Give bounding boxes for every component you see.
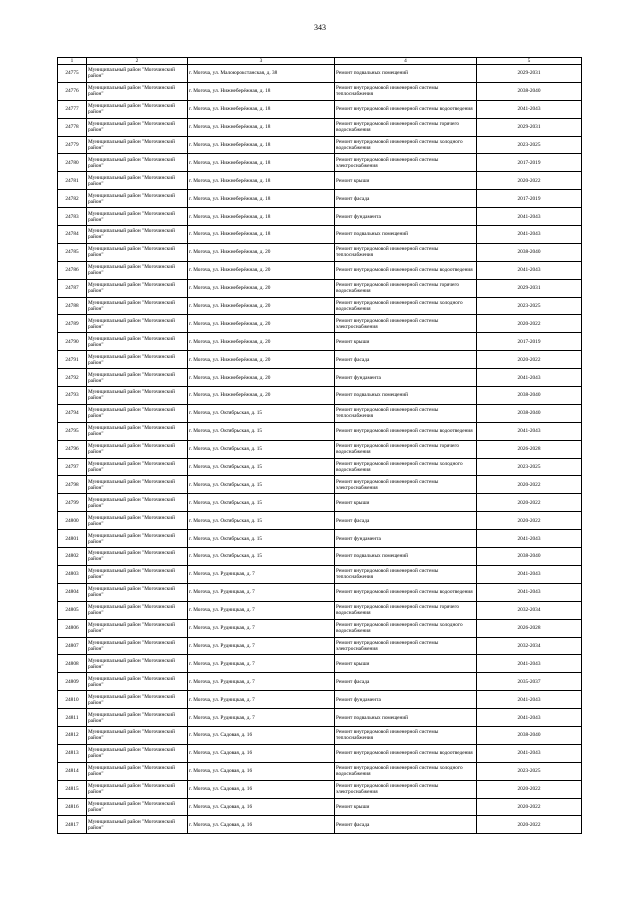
- district-cell: Муниципальный район "Могочинский район": [87, 118, 188, 136]
- table-row: [58, 440, 582, 458]
- work-type-cell: Ремонт внутридомовой инженерной системы водоотведения: [335, 744, 477, 762]
- district-cell: Муниципальный район "Могочинский район": [87, 387, 188, 405]
- work-type-cell: Ремонт фасада: [335, 512, 477, 530]
- address-cell: г. Могоча, ул. Октябрьская, д. 15: [188, 440, 335, 458]
- row-number-cell: 24799: [58, 494, 87, 512]
- district-cell: Муниципальный район "Могочинский район": [87, 172, 188, 190]
- row-number-cell: 24777: [58, 100, 87, 118]
- district-cell: Муниципальный район "Могочинский район": [87, 691, 188, 709]
- district-cell: Муниципальный район "Могочинский район": [87, 297, 188, 315]
- district-cell: Муниципальный район "Могочинский район": [87, 136, 188, 154]
- work-type-cell: Ремонт внутридомовой инженерной системы электроснабжения: [335, 154, 477, 172]
- table-row: [58, 82, 582, 100]
- district-cell: Муниципальный район "Могочинский район": [87, 458, 188, 476]
- work-type-cell: Ремонт фасада: [335, 351, 477, 369]
- work-type-cell: Ремонт внутридомовой инженерной системы горячего водоснабжения: [335, 118, 477, 136]
- row-number-cell: 24813: [58, 744, 87, 762]
- column-number: 1: [58, 58, 87, 65]
- table-row: [58, 494, 582, 512]
- work-type-cell: Ремонт фасада: [335, 673, 477, 691]
- row-number-cell: 24807: [58, 637, 87, 655]
- address-cell: г. Могоча, ул. Рудницкая, д. 7: [188, 691, 335, 709]
- district-cell: Муниципальный район "Могочинский район": [87, 709, 188, 727]
- period-cell: 2020-2022: [477, 172, 582, 190]
- row-number-cell: 24779: [58, 136, 87, 154]
- row-number-cell: 24809: [58, 673, 87, 691]
- work-type-cell: Ремонт внутридомовой инженерной системы электроснабжения: [335, 315, 477, 333]
- table-row: [58, 458, 582, 476]
- period-cell: 2020-2022: [477, 315, 582, 333]
- address-cell: г. Могоча, ул. Рудницкая, д. 7: [188, 673, 335, 691]
- address-cell: г. Могоча, ул. Малоюрокстанская, д. 38: [188, 65, 335, 83]
- table-row: [58, 243, 582, 261]
- period-cell: 2023-2025: [477, 458, 582, 476]
- work-type-cell: Ремонт подвальных помещений: [335, 387, 477, 405]
- district-cell: Муниципальный район "Могочинский район": [87, 404, 188, 422]
- period-cell: 2041-2043: [477, 422, 582, 440]
- table-row: [58, 136, 582, 154]
- district-cell: Муниципальный район "Могочинский район": [87, 422, 188, 440]
- district-cell: Муниципальный район "Могочинский район": [87, 261, 188, 279]
- table-row: [58, 100, 582, 118]
- period-cell: 2020-2022: [477, 798, 582, 816]
- table-row: [58, 351, 582, 369]
- address-cell: г. Могоча, ул. Нижнеберёжная, д. 20: [188, 387, 335, 405]
- work-type-cell: Ремонт внутридомовой инженерной системы водоотведения: [335, 261, 477, 279]
- work-type-cell: Ремонт фасада: [335, 816, 477, 834]
- address-cell: г. Могоча, ул. Нижнеберёжная, д. 18: [188, 190, 335, 208]
- row-number-cell: 24793: [58, 387, 87, 405]
- district-cell: Муниципальный район "Могочинский район": [87, 100, 188, 118]
- period-cell: 2017-2019: [477, 154, 582, 172]
- work-type-cell: Ремонт внутридомовой инженерной системы водоотведения: [335, 583, 477, 601]
- table-row: [58, 422, 582, 440]
- period-cell: 2023-2025: [477, 762, 582, 780]
- table-row: [58, 261, 582, 279]
- table-row: [58, 726, 582, 744]
- address-cell: г. Могоча, ул. Октябрьская, д. 15: [188, 548, 335, 566]
- table-row: [58, 369, 582, 387]
- address-cell: г. Могоча, ул. Октябрьская, д. 15: [188, 494, 335, 512]
- row-number-cell: 24798: [58, 476, 87, 494]
- period-cell: 2041-2043: [477, 583, 582, 601]
- address-cell: г. Могоча, ул. Садовая, д. 16: [188, 726, 335, 744]
- district-cell: Муниципальный район "Могочинский район": [87, 208, 188, 226]
- district-cell: Муниципальный район "Могочинский район": [87, 780, 188, 798]
- period-cell: 2029-2031: [477, 279, 582, 297]
- address-cell: г. Могоча, ул. Нижнеберёжная, д. 18: [188, 82, 335, 100]
- district-cell: Муниципальный район "Могочинский район": [87, 190, 188, 208]
- district-cell: Муниципальный район "Могочинский район": [87, 601, 188, 619]
- row-number-cell: 24782: [58, 190, 87, 208]
- work-type-cell: Ремонт внутридомовой инженерной системы теплоснабжения: [335, 404, 477, 422]
- district-cell: Муниципальный район "Могочинский район": [87, 243, 188, 261]
- address-cell: г. Могоча, ул. Рудницкая, д. 7: [188, 565, 335, 583]
- work-type-cell: Ремонт фундамента: [335, 369, 477, 387]
- address-cell: г. Могоча, ул. Нижнеберёжная, д. 18: [188, 154, 335, 172]
- work-type-cell: Ремонт фундамента: [335, 691, 477, 709]
- district-cell: Муниципальный район "Могочинский район": [87, 369, 188, 387]
- column-number: 4: [335, 58, 477, 65]
- row-number-cell: 24814: [58, 762, 87, 780]
- table-row: [58, 118, 582, 136]
- district-cell: Муниципальный район "Могочинский район": [87, 154, 188, 172]
- table-row: [58, 333, 582, 351]
- row-number-cell: 24791: [58, 351, 87, 369]
- address-cell: г. Могоча, ул. Нижнеберёжная, д. 20: [188, 279, 335, 297]
- address-cell: г. Могоча, ул. Октябрьская, д. 15: [188, 530, 335, 548]
- period-cell: 2041-2043: [477, 709, 582, 727]
- district-cell: Муниципальный район "Могочинский район": [87, 315, 188, 333]
- row-number-cell: 24801: [58, 530, 87, 548]
- work-type-cell: Ремонт подвальных помещений: [335, 65, 477, 83]
- row-number-cell: 24800: [58, 512, 87, 530]
- table-row: [58, 691, 582, 709]
- work-type-cell: Ремонт внутридомовой инженерной системы холодного водоснабжения: [335, 762, 477, 780]
- row-number-cell: 24802: [58, 548, 87, 566]
- table-row: [58, 297, 582, 315]
- period-cell: 2032-2034: [477, 601, 582, 619]
- district-cell: Муниципальный район "Могочинский район": [87, 333, 188, 351]
- district-cell: Муниципальный район "Могочинский район": [87, 226, 188, 244]
- table-row: [58, 655, 582, 673]
- address-cell: г. Могоча, ул. Нижнеберёжная, д. 18: [188, 100, 335, 118]
- period-cell: 2038-2040: [477, 387, 582, 405]
- table-row: [58, 583, 582, 601]
- district-cell: Муниципальный район "Могочинский район": [87, 351, 188, 369]
- row-number-cell: 24783: [58, 208, 87, 226]
- work-type-cell: Ремонт крыши: [335, 494, 477, 512]
- work-type-cell: Ремонт крыши: [335, 172, 477, 190]
- address-cell: г. Могоча, ул. Садовая, д. 16: [188, 744, 335, 762]
- work-type-cell: Ремонт внутридомовой инженерной системы холодного водоснабжения: [335, 297, 477, 315]
- page-number: 343: [314, 23, 326, 32]
- table-row: [58, 154, 582, 172]
- period-cell: 2041-2043: [477, 530, 582, 548]
- address-cell: г. Могоча, ул. Октябрьская, д. 15: [188, 422, 335, 440]
- row-number-cell: 24778: [58, 118, 87, 136]
- work-type-cell: Ремонт крыши: [335, 655, 477, 673]
- table-row: [58, 816, 582, 834]
- period-cell: 2038-2040: [477, 243, 582, 261]
- address-cell: г. Могоча, ул. Нижнеберёжная, д. 18: [188, 136, 335, 154]
- work-type-cell: Ремонт крыши: [335, 798, 477, 816]
- column-number: 5: [477, 58, 582, 65]
- work-type-cell: Ремонт фундамента: [335, 530, 477, 548]
- table-row: [58, 762, 582, 780]
- district-cell: Муниципальный район "Могочинский район": [87, 816, 188, 834]
- district-cell: Муниципальный район "Могочинский район": [87, 476, 188, 494]
- row-number-cell: 24780: [58, 154, 87, 172]
- district-cell: Муниципальный район "Могочинский район": [87, 565, 188, 583]
- row-number-cell: 24803: [58, 565, 87, 583]
- address-cell: г. Могоча, ул. Нижнеберёжная, д. 18: [188, 208, 335, 226]
- period-cell: 2041-2043: [477, 226, 582, 244]
- address-cell: г. Могоча, ул. Нижнеберёжная, д. 20: [188, 351, 335, 369]
- district-cell: Муниципальный район "Могочинский район": [87, 512, 188, 530]
- table-row: [58, 65, 582, 83]
- work-type-cell: Ремонт внутридомовой инженерной системы холодного водоснабжения: [335, 619, 477, 637]
- district-cell: Муниципальный район "Могочинский район": [87, 82, 188, 100]
- table-row: [58, 709, 582, 727]
- address-cell: г. Могоча, ул. Рудницкая, д. 7: [188, 583, 335, 601]
- address-cell: г. Могоча, ул. Рудницкая, д. 7: [188, 709, 335, 727]
- address-cell: г. Могоча, ул. Рудницкая, д. 7: [188, 637, 335, 655]
- address-cell: г. Могоча, ул. Рудницкая, д. 7: [188, 655, 335, 673]
- period-cell: 2020-2022: [477, 816, 582, 834]
- district-cell: Муниципальный район "Могочинский район": [87, 530, 188, 548]
- table-row: [58, 387, 582, 405]
- period-cell: 2020-2022: [477, 351, 582, 369]
- period-cell: 2023-2025: [477, 136, 582, 154]
- register-table-body: [58, 58, 582, 834]
- table-row: [58, 315, 582, 333]
- district-cell: Муниципальный район "Могочинский район": [87, 65, 188, 83]
- table-row: [58, 673, 582, 691]
- work-type-cell: Ремонт подвальных помещений: [335, 548, 477, 566]
- district-cell: Муниципальный район "Могочинский район": [87, 440, 188, 458]
- period-cell: 2020-2022: [477, 512, 582, 530]
- period-cell: 2041-2043: [477, 655, 582, 673]
- district-cell: Муниципальный район "Могочинский район": [87, 637, 188, 655]
- address-cell: г. Могоча, ул. Садовая, д. 16: [188, 798, 335, 816]
- district-cell: Муниципальный район "Могочинский район": [87, 494, 188, 512]
- period-cell: 2035-2037: [477, 673, 582, 691]
- table-row: [58, 226, 582, 244]
- district-cell: Муниципальный район "Могочинский район": [87, 279, 188, 297]
- period-cell: 2023-2025: [477, 297, 582, 315]
- row-number-cell: 24806: [58, 619, 87, 637]
- row-number-cell: 24781: [58, 172, 87, 190]
- period-cell: 2017-2019: [477, 333, 582, 351]
- work-type-cell: Ремонт крыши: [335, 333, 477, 351]
- district-cell: Муниципальный район "Могочинский район": [87, 673, 188, 691]
- row-number-cell: 24789: [58, 315, 87, 333]
- address-cell: г. Могоча, ул. Октябрьская, д. 15: [188, 404, 335, 422]
- work-type-cell: Ремонт внутридомовой инженерной системы горячего водоснабжения: [335, 601, 477, 619]
- period-cell: 2020-2022: [477, 780, 582, 798]
- district-cell: Муниципальный район "Могочинский район": [87, 548, 188, 566]
- row-number-cell: 24775: [58, 65, 87, 83]
- row-number-cell: 24790: [58, 333, 87, 351]
- row-number-cell: 24805: [58, 601, 87, 619]
- period-cell: 2029-2031: [477, 118, 582, 136]
- period-cell: 2041-2043: [477, 744, 582, 762]
- period-cell: 2029-2031: [477, 65, 582, 83]
- period-cell: 2038-2040: [477, 82, 582, 100]
- table-row: [58, 404, 582, 422]
- work-type-cell: Ремонт подвальных помещений: [335, 226, 477, 244]
- row-number-cell: 24786: [58, 261, 87, 279]
- period-cell: 2041-2043: [477, 208, 582, 226]
- address-cell: г. Могоча, ул. Нижнеберёжная, д. 18: [188, 226, 335, 244]
- row-number-cell: 24797: [58, 458, 87, 476]
- work-type-cell: Ремонт внутридомовой инженерной системы электроснабжения: [335, 476, 477, 494]
- address-cell: г. Могоча, ул. Нижнеберёжная, д. 20: [188, 261, 335, 279]
- district-cell: Муниципальный район "Могочинский район": [87, 583, 188, 601]
- column-number: 3: [188, 58, 335, 65]
- work-type-cell: Ремонт внутридомовой инженерной системы горячего водоснабжения: [335, 279, 477, 297]
- address-cell: г. Могоча, ул. Нижнеберёжная, д. 18: [188, 172, 335, 190]
- row-number-cell: 24787: [58, 279, 87, 297]
- table-row: [58, 208, 582, 226]
- work-type-cell: Ремонт внутридомовой инженерной системы водоотведения: [335, 422, 477, 440]
- district-cell: Муниципальный район "Могочинский район": [87, 655, 188, 673]
- row-number-cell: 24795: [58, 422, 87, 440]
- table-row: [58, 744, 582, 762]
- table-row: [58, 476, 582, 494]
- address-cell: г. Могоча, ул. Нижнеберёжная, д. 20: [188, 333, 335, 351]
- work-type-cell: Ремонт внутридомовой инженерной системы электроснабжения: [335, 637, 477, 655]
- row-number-cell: 24794: [58, 404, 87, 422]
- row-number-cell: 24804: [58, 583, 87, 601]
- row-number-cell: 24811: [58, 709, 87, 727]
- period-cell: 2041-2043: [477, 261, 582, 279]
- table-row: [58, 565, 582, 583]
- table-row: [58, 530, 582, 548]
- row-number-cell: 24784: [58, 226, 87, 244]
- period-cell: 2020-2022: [477, 476, 582, 494]
- period-cell: 2032-2034: [477, 637, 582, 655]
- work-type-cell: Ремонт внутридомовой инженерной системы холодного водоснабжения: [335, 458, 477, 476]
- row-number-cell: 24817: [58, 816, 87, 834]
- address-cell: г. Могоча, ул. Рудницкая, д. 7: [188, 601, 335, 619]
- row-number-cell: 24808: [58, 655, 87, 673]
- address-cell: г. Могоча, ул. Нижнеберёжная, д. 20: [188, 297, 335, 315]
- address-cell: г. Могоча, ул. Нижнеберёжная, д. 18: [188, 118, 335, 136]
- table-row: [58, 279, 582, 297]
- table-row: [58, 619, 582, 637]
- work-type-cell: Ремонт внутридомовой инженерной системы горячего водоснабжения: [335, 440, 477, 458]
- district-cell: Муниципальный район "Могочинский район": [87, 619, 188, 637]
- table-row: [58, 190, 582, 208]
- table-row: [58, 798, 582, 816]
- table-row: [58, 548, 582, 566]
- row-number-cell: 24796: [58, 440, 87, 458]
- period-cell: 2017-2019: [477, 190, 582, 208]
- period-cell: 2038-2040: [477, 726, 582, 744]
- row-number-cell: 24788: [58, 297, 87, 315]
- period-cell: 2038-2040: [477, 548, 582, 566]
- row-number-cell: 24810: [58, 691, 87, 709]
- address-cell: г. Могоча, ул. Рудницкая, д. 7: [188, 619, 335, 637]
- work-type-cell: Ремонт внутридомовой инженерной системы холодного водоснабжения: [335, 136, 477, 154]
- row-number-cell: 24792: [58, 369, 87, 387]
- address-cell: г. Могоча, ул. Нижнеберёжная, д. 20: [188, 315, 335, 333]
- district-cell: Муниципальный район "Могочинский район": [87, 798, 188, 816]
- period-cell: 2026-2028: [477, 440, 582, 458]
- table-row: [58, 512, 582, 530]
- work-type-cell: Ремонт подвальных помещений: [335, 709, 477, 727]
- work-type-cell: Ремонт фасада: [335, 190, 477, 208]
- work-type-cell: Ремонт внутридомовой инженерной системы водоотведения: [335, 100, 477, 118]
- column-number: 2: [87, 58, 188, 65]
- address-cell: г. Могоча, ул. Садовая, д. 16: [188, 816, 335, 834]
- address-cell: г. Могоча, ул. Октябрьская, д. 15: [188, 458, 335, 476]
- district-cell: Муниципальный район "Могочинский район": [87, 726, 188, 744]
- work-type-cell: Ремонт внутридомовой инженерной системы теплоснабжения: [335, 726, 477, 744]
- period-cell: 2041-2043: [477, 100, 582, 118]
- district-cell: Муниципальный район "Могочинский район": [87, 762, 188, 780]
- address-cell: г. Могоча, ул. Октябрьская, д. 15: [188, 512, 335, 530]
- table-row: [58, 172, 582, 190]
- period-cell: 2020-2022: [477, 494, 582, 512]
- period-cell: 2041-2043: [477, 691, 582, 709]
- register-table: [57, 57, 582, 834]
- row-number-cell: 24816: [58, 798, 87, 816]
- row-number-cell: 24785: [58, 243, 87, 261]
- row-number-cell: 24815: [58, 780, 87, 798]
- address-cell: г. Могоча, ул. Садовая, д. 16: [188, 762, 335, 780]
- address-cell: г. Могоча, ул. Садовая, д. 16: [188, 780, 335, 798]
- work-type-cell: Ремонт внутридомовой инженерной системы теплоснабжения: [335, 243, 477, 261]
- address-cell: г. Могоча, ул. Нижнеберёжная, д. 20: [188, 369, 335, 387]
- address-cell: г. Могоча, ул. Октябрьская, д. 15: [188, 476, 335, 494]
- row-number-cell: 24776: [58, 82, 87, 100]
- work-type-cell: Ремонт фундамента: [335, 208, 477, 226]
- table-row: [58, 780, 582, 798]
- work-type-cell: Ремонт внутридомовой инженерной системы теплоснабжения: [335, 565, 477, 583]
- period-cell: 2041-2043: [477, 565, 582, 583]
- row-number-cell: 24812: [58, 726, 87, 744]
- period-cell: 2038-2040: [477, 404, 582, 422]
- table-row: [58, 637, 582, 655]
- work-type-cell: Ремонт внутридомовой инженерной системы теплоснабжения: [335, 82, 477, 100]
- column-number-row: [58, 58, 582, 65]
- table-row: [58, 601, 582, 619]
- district-cell: Муниципальный район "Могочинский район": [87, 744, 188, 762]
- work-type-cell: Ремонт внутридомовой инженерной системы электроснабжения: [335, 780, 477, 798]
- period-cell: 2041-2043: [477, 369, 582, 387]
- period-cell: 2026-2028: [477, 619, 582, 637]
- address-cell: г. Могоча, ул. Нижнеберёжная, д. 20: [188, 243, 335, 261]
